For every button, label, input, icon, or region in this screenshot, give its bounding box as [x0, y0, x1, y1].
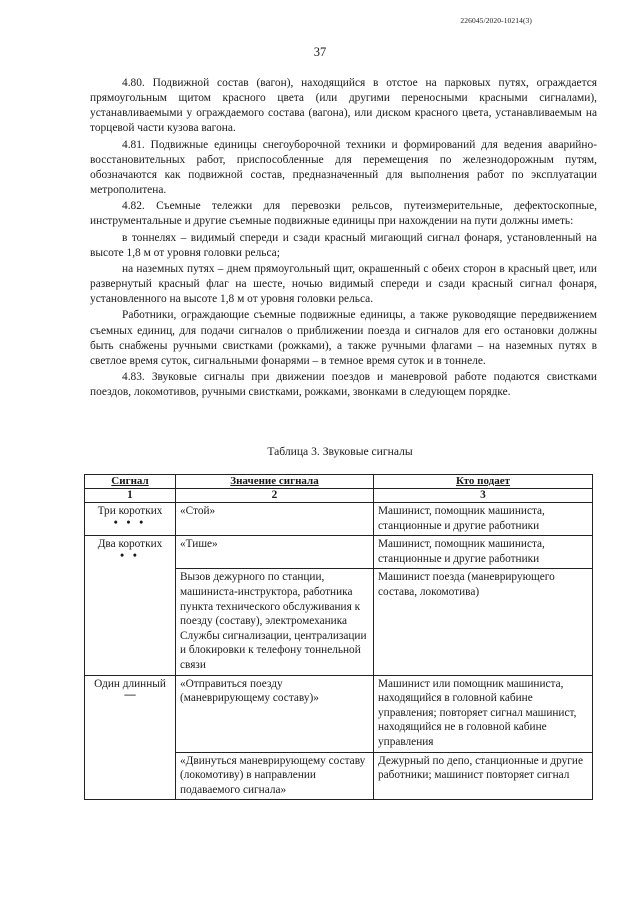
- column-number: 2: [176, 489, 374, 503]
- meaning-cell: «Тише»: [176, 536, 374, 569]
- paragraph-ground-tracks: на наземных путях – днем прямоугольный щит, окрашенный с обеих сторон в красный цвет, или развернутый красный флаг на шесте, ночью видимый спереди и сзади красный сигнал фонаря, установленного на высоте 1,8 м от уровня головки рельса.: [90, 262, 597, 306]
- table-caption: Таблица 3. Звуковые сигналы: [267, 445, 413, 458]
- page-number: 37: [313, 45, 327, 59]
- table-row: [85, 675, 593, 752]
- paragraph-4-83: 4.83. Звуковые сигналы при движении поездов и маневровой работе подаются свистками поездов, локомотивов, ручными свистками, рожками, звонками в следующем порядке.: [90, 370, 597, 399]
- meaning-cell: «Двинуться маневрирующему составу (локомотиву) в направлении подаваемого сигнала»: [176, 752, 374, 800]
- body-text: [90, 76, 597, 401]
- paragraph-workers: Работники, ограждающие съемные подвижные единицы, а также руководящие передвижением съемных единиц, для подачи сигналов о приближении поезда и сигналов для его остановки должны быть снабжены ручными свистками (рожками), а также ручными флагами – на наземных путях в светлое время суток, сигнальными фонарями – в темное время суток и в тоннеле.: [90, 309, 597, 367]
- header-meaning: Значение сигнала: [176, 475, 374, 489]
- meaning-cell: Вызов дежурного по станции, машиниста-инструктора, работника пункта технического обслуживания к поезду (составу), электромеханика Службы сигнализации, централизации и блокировки к телефону тоннельной связи: [176, 569, 374, 675]
- paragraph-4-81: 4.81. Подвижные единицы снегоуборочной техники и формирований для ведения аварийно-восстановительных работ, приспособленные для перемещения по железнодорожным путям, обозначаются как подвижной состав, предназначенный для выполнения работ по эксплуатации метрополитена.: [90, 138, 597, 197]
- who-cell: Машинист поезда (маневрирующего состава, локомотива): [374, 569, 593, 675]
- paragraph-tunnels: в тоннелях – видимый спереди и сзади красный мигающий сигнал фонаря, установленный на высоте 1,8 м от уровня головки рельса;: [90, 231, 597, 259]
- meaning-cell: «Стой»: [176, 503, 374, 536]
- column-number: 3: [374, 489, 593, 503]
- who-cell: Машинист, помощник машиниста, станционные и другие работники: [374, 503, 593, 536]
- header-signal: Сигнал: [85, 475, 176, 489]
- signal-cell: [85, 675, 176, 800]
- paragraph-4-82: 4.82. Съемные тележки для перевозки рельсов, путеизмерительные, дефектоскопные, инструментальные и другие съемные подвижные единицы при нахождении на пути должны иметь:: [90, 200, 597, 228]
- signal-cell: [85, 503, 176, 536]
- meaning-cell: «Отправиться поезду (маневрирующему составу)»: [176, 675, 374, 752]
- who-cell: Машинист или помощник машиниста, находящийся в головной кабине управления; повторяет сигнал машинист, находящийся не в головной кабине управления: [374, 675, 593, 752]
- signal-cell: [85, 536, 176, 675]
- signal-mark: • •: [120, 549, 140, 562]
- document-id: 226045/2020-10214(3): [460, 16, 532, 25]
- table-row: [85, 503, 593, 536]
- who-cell: Дежурный по депо, станционные и другие работники; машинист повторяет сигнал: [374, 752, 593, 800]
- signal-name: Два коротких: [97, 538, 163, 551]
- table-number-row: [85, 489, 593, 503]
- table-header-row: [85, 475, 593, 489]
- header-who: Кто подает: [374, 475, 593, 489]
- column-number: 1: [85, 489, 176, 503]
- who-cell: Машинист, помощник машиниста, станционные и другие работники: [374, 536, 593, 569]
- signal-mark: • • •: [113, 516, 147, 529]
- table-row: [85, 536, 593, 569]
- signal-name: Один длинный: [94, 677, 166, 690]
- sound-signals-table: [84, 474, 593, 800]
- signal-mark: —: [124, 689, 136, 702]
- signal-name: Три коротких: [97, 505, 163, 517]
- paragraph-4-80: 4.80. Подвижной состав (вагон), находящийся в отстое на парковых путях, ограждается прямоугольным щитом красного цвета (или другими переносными красными сигналами), устанавливаемыми у ограждаемого состава (вагона), или диском красного цвета, устанавливаемым на торцевой части кузова вагона.: [90, 77, 597, 135]
